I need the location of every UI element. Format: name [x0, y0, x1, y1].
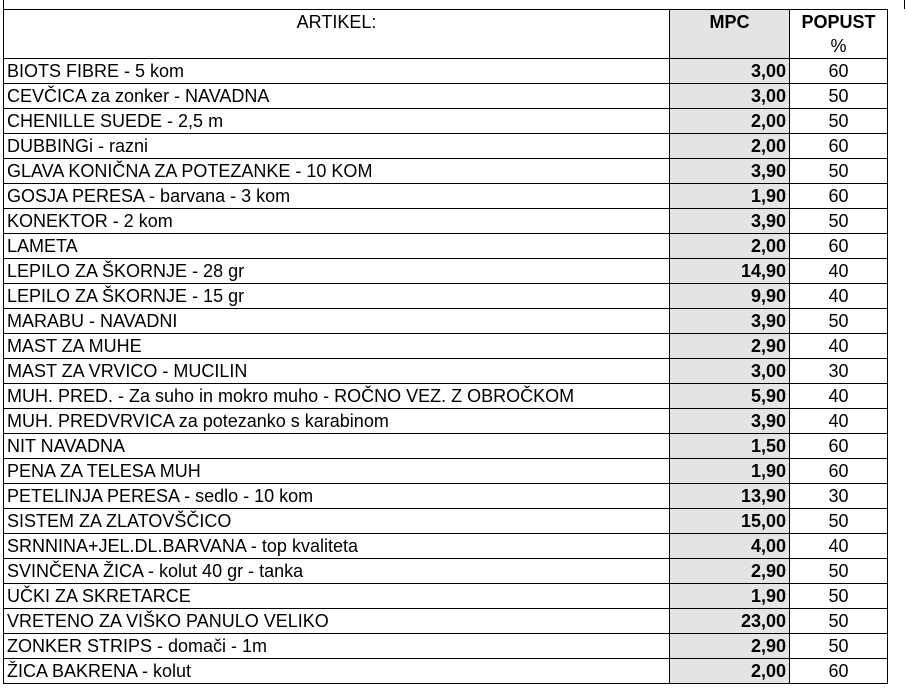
item-price: 2,00: [670, 234, 790, 259]
item-name: SISTEM ZA ZLATOVŠČICO: [4, 509, 670, 534]
item-discount: 50: [790, 634, 888, 659]
item-price: 2,00: [670, 659, 790, 684]
header-artikel-blank: [4, 34, 670, 59]
item-discount: 60: [790, 659, 888, 684]
item-name: BIOTS FIBRE - 5 kom: [4, 59, 670, 84]
item-discount: 40: [790, 534, 888, 559]
item-discount: 50: [790, 209, 888, 234]
table-row: [4, 559, 888, 584]
table-row: [4, 534, 888, 559]
table-row: [4, 609, 888, 634]
item-discount: 60: [790, 434, 888, 459]
item-name: MAST ZA MUHE: [4, 334, 670, 359]
item-price: 9,90: [670, 284, 790, 309]
item-discount: 30: [790, 484, 888, 509]
item-discount: 50: [790, 584, 888, 609]
item-price: 3,90: [670, 309, 790, 334]
item-name: ŽICA BAKRENA - kolut: [4, 659, 670, 684]
price-list-table: [3, 9, 888, 684]
table-row: [4, 134, 888, 159]
item-price: 2,00: [670, 134, 790, 159]
item-price: 14,90: [670, 259, 790, 284]
table-row: [4, 234, 888, 259]
item-price: 3,90: [670, 159, 790, 184]
item-discount: 50: [790, 109, 888, 134]
item-name: GOSJA PERESA - barvana - 3 kom: [4, 184, 670, 209]
item-price: 2,90: [670, 634, 790, 659]
item-name: MUH. PRED. - Za suho in mokro muho - ROČNO VEZ. Z OBROČKOM: [4, 384, 670, 409]
table-row: [4, 284, 888, 309]
table-row: [4, 584, 888, 609]
item-name: MAST ZA VRVICO - MUCILIN: [4, 359, 670, 384]
table-row: [4, 84, 888, 109]
item-name: VRETENO ZA VIŠKO PANULO VELIKO: [4, 609, 670, 634]
item-name: ZONKER STRIPS - domači - 1m: [4, 634, 670, 659]
item-price: 3,00: [670, 84, 790, 109]
table-row: [4, 484, 888, 509]
item-discount: 40: [790, 259, 888, 284]
item-discount: 60: [790, 459, 888, 484]
table-row: [4, 359, 888, 384]
item-discount: 60: [790, 184, 888, 209]
item-discount: 60: [790, 59, 888, 84]
item-price: 1,90: [670, 459, 790, 484]
table-row: [4, 384, 888, 409]
table-row: [4, 184, 888, 209]
table-row: [4, 509, 888, 534]
table-row: [4, 334, 888, 359]
table-row: [4, 259, 888, 284]
table-row: [4, 309, 888, 334]
item-price: 3,90: [670, 209, 790, 234]
table-row: [4, 659, 888, 684]
header-popust: POPUST: [790, 10, 888, 35]
item-price: 3,00: [670, 59, 790, 84]
item-price: 4,00: [670, 534, 790, 559]
item-name: SVINČENA ŽICA - kolut 40 gr - tanka: [4, 559, 670, 584]
table-row: [4, 634, 888, 659]
item-discount: 40: [790, 334, 888, 359]
header-artikel: ARTIKEL:: [4, 10, 670, 35]
item-name: DUBBINGi - razni: [4, 134, 670, 159]
item-name: MUH. PREDVRVICA za potezanko s karabinom: [4, 409, 670, 434]
item-name: CEVČICA za zonker - NAVADNA: [4, 84, 670, 109]
item-price: 23,00: [670, 609, 790, 634]
item-price: 2,90: [670, 334, 790, 359]
item-discount: 50: [790, 509, 888, 534]
item-discount: 60: [790, 134, 888, 159]
item-name: PETELINJA PERESA - sedlo - 10 kom: [4, 484, 670, 509]
item-name: LAMETA: [4, 234, 670, 259]
item-name: LEPILO ZA ŠKORNJE - 15 gr: [4, 284, 670, 309]
item-price: 1,50: [670, 434, 790, 459]
item-discount: 50: [790, 609, 888, 634]
item-name: GLAVA KONIČNA ZA POTEZANKE - 10 KOM: [4, 159, 670, 184]
item-discount: 30: [790, 359, 888, 384]
item-name: MARABU - NAVADNI: [4, 309, 670, 334]
item-name: KONEKTOR - 2 kom: [4, 209, 670, 234]
item-discount: 50: [790, 559, 888, 584]
item-name: PENA ZA TELESA MUH: [4, 459, 670, 484]
item-price: 15,00: [670, 509, 790, 534]
item-price: 2,00: [670, 109, 790, 134]
item-price: 1,90: [670, 184, 790, 209]
item-name: SRNNINA+JEL.DL.BARVANA - top kvaliteta: [4, 534, 670, 559]
item-price: 2,90: [670, 559, 790, 584]
item-discount: 40: [790, 284, 888, 309]
table-row: [4, 209, 888, 234]
item-price: 5,90: [670, 384, 790, 409]
item-discount: 50: [790, 159, 888, 184]
item-price: 13,90: [670, 484, 790, 509]
item-name: UČKI ZA SKRETARCE: [4, 584, 670, 609]
item-discount: 60: [790, 234, 888, 259]
table-row: [4, 434, 888, 459]
item-discount: 50: [790, 309, 888, 334]
item-name: NIT NAVADNA: [4, 434, 670, 459]
header-mpc: MPC: [670, 10, 790, 59]
table-row: [4, 109, 888, 134]
item-price: 3,90: [670, 409, 790, 434]
table-row: [4, 459, 888, 484]
header-row: [4, 10, 888, 35]
item-discount: 40: [790, 384, 888, 409]
item-name: LEPILO ZA ŠKORNJE - 28 gr: [4, 259, 670, 284]
item-price: 1,90: [670, 584, 790, 609]
table-row: [4, 409, 888, 434]
item-name: CHENILLE SUEDE - 2,5 m: [4, 109, 670, 134]
header-popust-unit: %: [790, 34, 888, 59]
item-discount: 50: [790, 84, 888, 109]
table-row: [4, 59, 888, 84]
table-row: [4, 159, 888, 184]
table-top-edge: [3, 0, 905, 9]
item-discount: 40: [790, 409, 888, 434]
item-price: 3,00: [670, 359, 790, 384]
